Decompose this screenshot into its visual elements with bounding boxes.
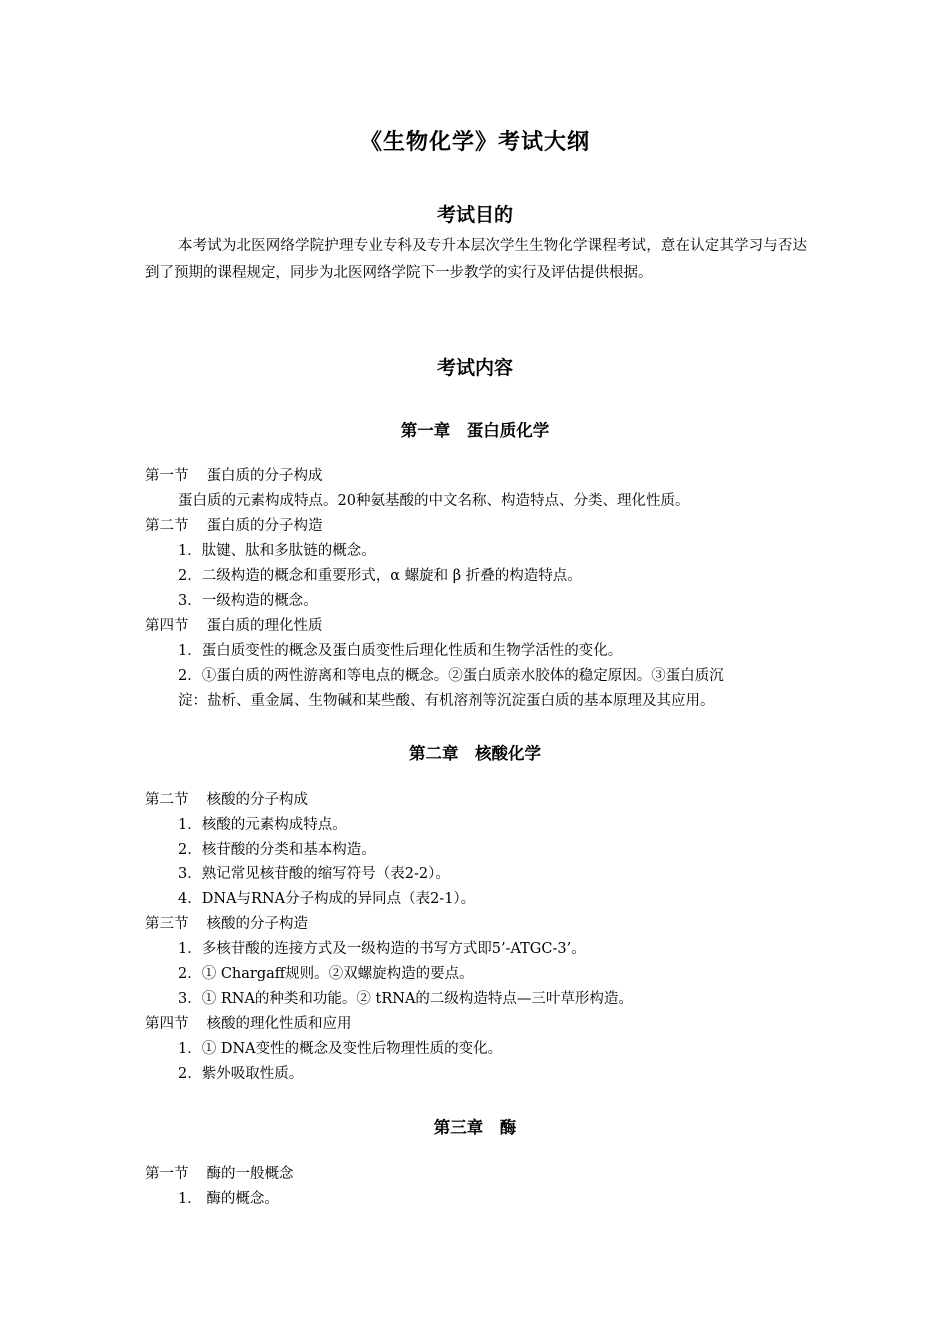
section-name: 核酸的分子构成 (206, 792, 308, 808)
section-label: 第四节 (145, 618, 189, 634)
list-item: 4．DNA与RNA分子构成的异同点（表2-1）。 (178, 891, 476, 907)
section-name: 蛋白质的分子构造 (206, 518, 323, 534)
section-name: 蛋白质的理化性质 (206, 618, 323, 634)
list-item: 3．一级构造的概念。 (178, 593, 318, 609)
list-item: 1．① DNA变性的概念及变性后物理性质的变化。 (178, 1041, 503, 1057)
section-label: 第三节 (145, 916, 189, 932)
chapter-1-title: 第一章 蛋白质化学 (400, 421, 550, 440)
section-name: 核酸的理化性质和应用 (206, 1016, 352, 1032)
list-item: 2．紫外吸取性质。 (178, 1066, 304, 1082)
chapter-2-title: 第二章 核酸化学 (409, 744, 541, 763)
section-label: 第一节 (145, 1166, 189, 1182)
purpose-heading: 考试目的 (436, 204, 513, 226)
list-item: 3．熟记常见核苷酸的缩写符号（表2-2）。 (178, 866, 450, 882)
ch2-section-3 (145, 914, 308, 934)
list-item: 淀：盐析、重金属、生物碱和某些酸、有机溶剂等沉淀蛋白质的基本原理及其应用。 (178, 693, 715, 709)
section-name: 蛋白质的分子构成 (206, 468, 323, 484)
list-item: 1．肽键、肽和多肽链的概念。 (178, 543, 376, 559)
list-item: 1．多核苷酸的连接方式及一级构造的书写方式即5’-ATGC-3’。 (178, 941, 586, 957)
ch2-section-2 (145, 790, 308, 810)
content-heading: 考试内容 (436, 357, 513, 379)
list-item: 2．①蛋白质的两性游离和等电点的概念。②蛋白质亲水胶体的稳定原因。③蛋白质沉 (178, 668, 724, 684)
section-label: 第四节 (145, 1016, 189, 1032)
section-label: 第二节 (145, 792, 189, 808)
list-item: 1．核酸的元素构成特点。 (178, 817, 347, 833)
list-item: 1．蛋白质变性的概念及蛋白质变性后理化性质和生物学活性的变化。 (178, 643, 623, 659)
ch1-section-4 (145, 616, 323, 636)
chapter-3-title: 第三章 酶 (433, 1118, 517, 1137)
purpose-paragraph: 本考试为北医网络学院护理专业专科及专升本层次学生生物化学课程考试，意在认定其学习与否达到了预期的课程规定，同步为北医网络学院下一步教学的实行及评估提供根据。 (145, 238, 807, 281)
section-name: 核酸的分子构造 (206, 916, 308, 932)
ch3-section-1 (145, 1164, 294, 1184)
ch1-section-2 (145, 516, 323, 536)
section-label: 第二节 (145, 518, 189, 534)
section-label: 第一节 (145, 468, 189, 484)
section-name: 酶的一般概念 (206, 1166, 294, 1182)
ch1-s1-text: 蛋白质的元素构成特点。20种氨基酸的中文名称、构造特点、分类、理化性质。 (178, 493, 690, 509)
list-item: 3．① RNA的种类和功能。② tRNA的二级构造特点—三叶草形构造。 (178, 991, 633, 1007)
ch1-section-1 (145, 466, 323, 486)
list-item: 1． 酶的概念。 (178, 1191, 279, 1207)
ch2-section-4 (145, 1014, 352, 1034)
list-item: 2．二级构造的概念和重要形式，α 螺旋和 β 折叠的构造特点。 (178, 568, 582, 584)
list-item: 2．核苷酸的分类和基本构造。 (178, 842, 376, 858)
document-title: 《生物化学》考试大纲 (359, 130, 590, 155)
list-item: 2．① Chargaff规则。②双螺旋构造的要点。 (178, 966, 474, 982)
